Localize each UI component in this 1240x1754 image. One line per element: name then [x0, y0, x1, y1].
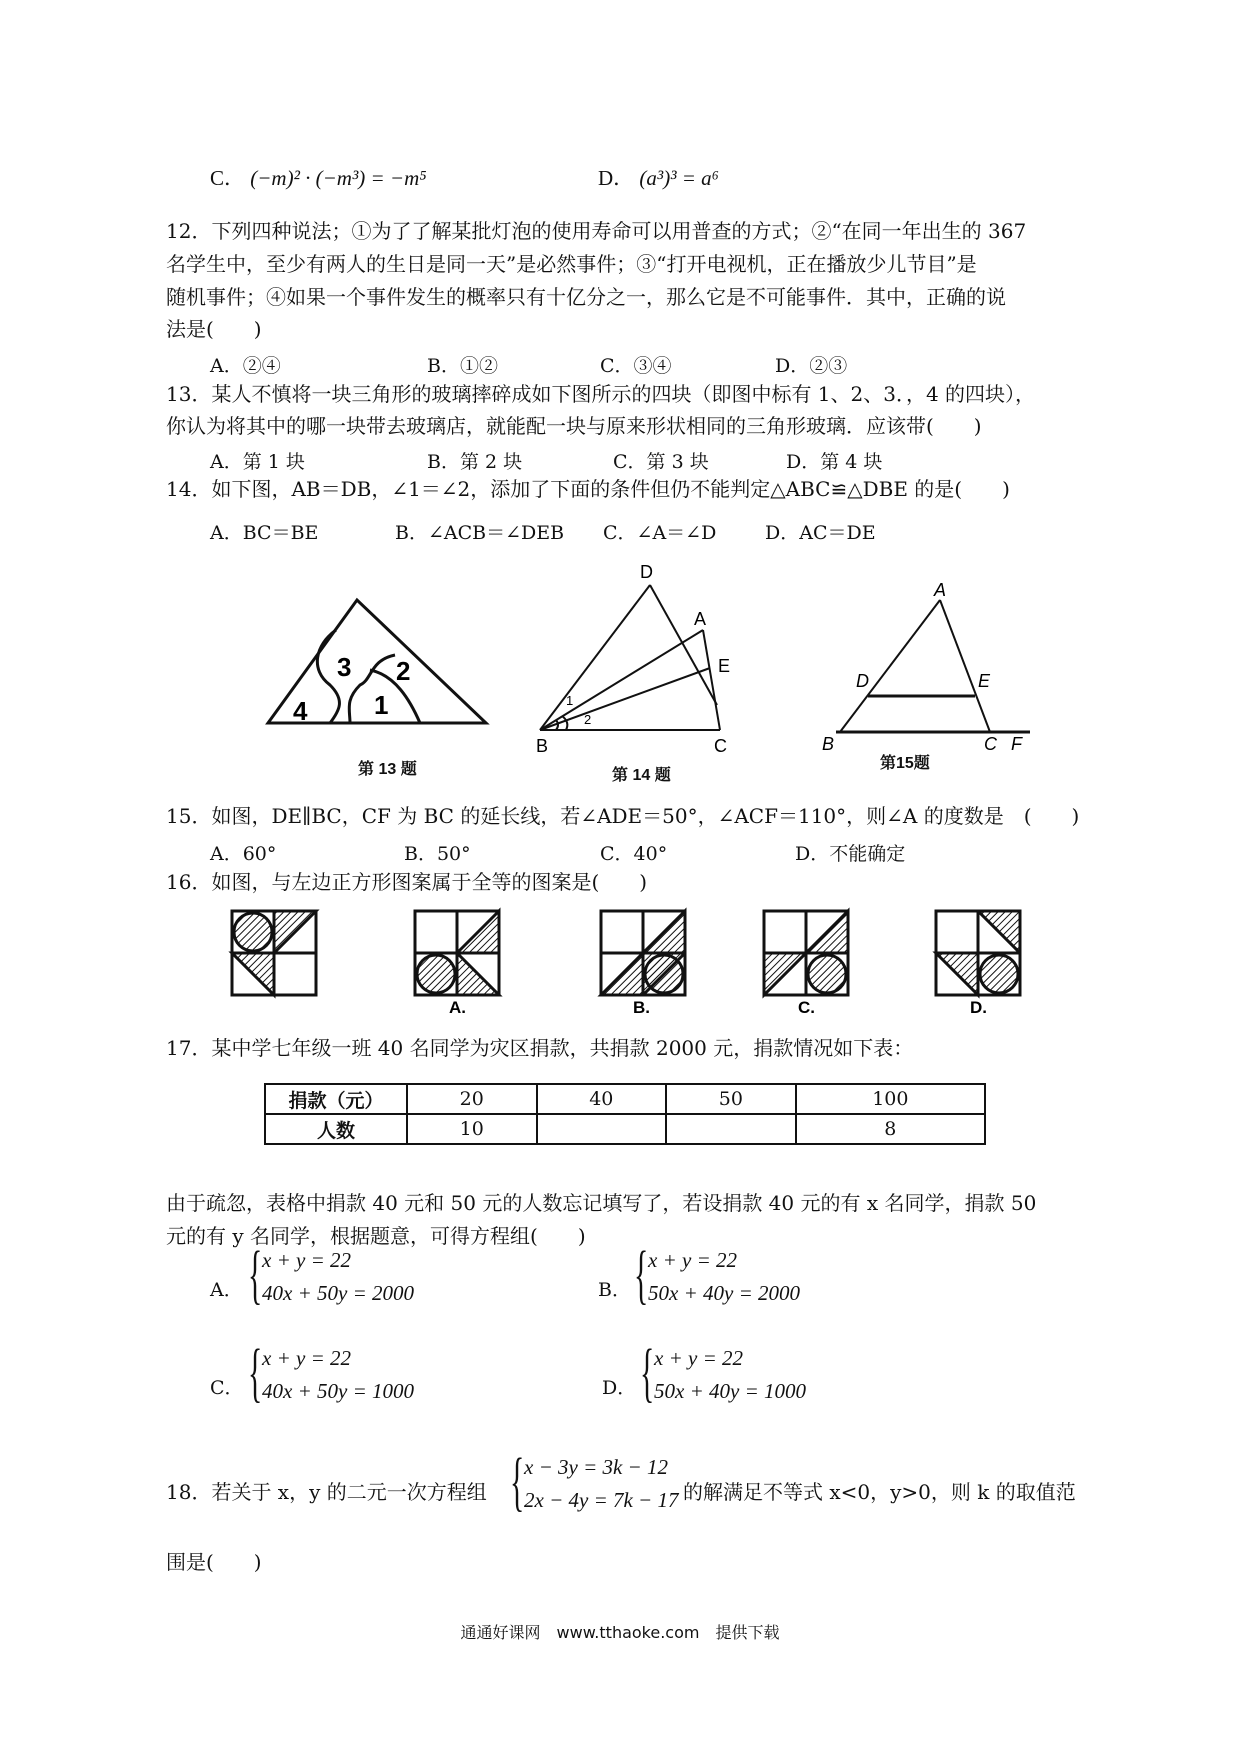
q18-suffix: 的解满足不等式 x<0，y>0，则 k 的取值范: [683, 1480, 1076, 1504]
q13-option-d: D．第 4 块: [786, 451, 883, 473]
q14-option-d: D．AC＝DE: [765, 522, 876, 544]
fig15-label-b: B: [822, 734, 835, 754]
q14-option-a: A．BC＝BE: [210, 522, 319, 544]
q11-option-d-expr: (a³)³ = a⁶: [639, 166, 719, 190]
q12-line-2: 名学生中，至少有两人的生日是同一天”是必然事件；③“打开电视机，正在播放少儿节目”是: [166, 252, 977, 276]
q17-option-d-eq1: x + y = 22: [654, 1346, 743, 1370]
fig14-label-b: B: [536, 736, 549, 756]
table-cell: 8: [796, 1114, 985, 1144]
figures-row: [0, 560, 1240, 790]
fig14-label-c: C: [714, 736, 727, 756]
q12-option-c: C．③④: [600, 355, 672, 377]
fig15-triangle: [836, 600, 1030, 732]
brace-icon: {: [634, 1238, 649, 1311]
q17-line-3: 元的有 y 名同学，根据题意，可得方程组( ): [166, 1224, 586, 1248]
q16-pattern-a: [415, 911, 499, 995]
fig15-label-d: D: [856, 671, 869, 691]
table-cell: 人数: [265, 1114, 407, 1144]
fig13-caption: 第 13 题: [358, 761, 417, 778]
q17-option-d-eq2: 50x + 40y = 1000: [654, 1379, 806, 1403]
q12-option-b: B．①②: [427, 355, 498, 377]
q12-option-d: D．②③: [775, 355, 848, 377]
fig15-label-e: E: [978, 671, 991, 691]
q16-pattern-d: [936, 911, 1020, 995]
q13-line-1: 13．某人不慎将一块三角形的玻璃摔碎成如下图所示的四块（即图中标有 1、2、3．，4 的四块），: [166, 382, 1036, 406]
brace-icon: {: [248, 1238, 263, 1311]
q14-option-b: B．∠ACB＝∠DEB: [395, 522, 565, 544]
q17-option-b-label: B．: [598, 1279, 631, 1301]
fig14-label-d: D: [640, 562, 653, 582]
table-cell: 100: [796, 1084, 985, 1114]
fig15-label-a: A: [934, 580, 947, 600]
q17-option-c-eq2: 40x + 50y = 1000: [262, 1379, 414, 1403]
fig15-caption: 第15题: [880, 755, 930, 772]
fig14-label-e: E: [718, 656, 731, 676]
q17-option-c-label: C．: [210, 1377, 244, 1399]
brace-icon: {: [640, 1336, 655, 1409]
q16-pattern-b: [601, 911, 685, 995]
q16-label-d: D.: [970, 998, 987, 1015]
table-cell: 捐款（元）: [265, 1084, 407, 1114]
q16-label-b: B.: [633, 998, 650, 1015]
q16-line-1: 16．如图，与左边正方形图案属于全等的图案是( ): [166, 870, 648, 894]
table-cell: [666, 1114, 796, 1144]
q17-option-d-label: D．: [602, 1377, 637, 1399]
q17-line-1: 17．某中学七年级一班 40 名同学为灾区捐款，共捐款 2000 元，捐款情况如下表：: [166, 1036, 914, 1060]
q14-line-1: 14．如下图，AB＝DB，∠1＝∠2，添加了下面的条件但仍不能判定△ABC≌△DBE 的是( ): [166, 477, 1010, 501]
q16-original-pattern: [232, 911, 316, 995]
q13-line-2: 你认为将其中的哪一块带去玻璃店，就能配一块与原来形状相同的三角形玻璃．应该带( ): [166, 414, 982, 438]
brace-icon: {: [248, 1336, 263, 1409]
q17-donation-table: [264, 1083, 986, 1145]
q13-option-a: A．第 1 块: [210, 451, 305, 473]
table-row: [265, 1084, 985, 1114]
fig13-label-2: 2: [396, 656, 411, 686]
q15-option-d: D．不能确定: [795, 843, 906, 865]
q15-option-a: A．60°: [210, 843, 277, 865]
q16-label-a: A.: [449, 998, 466, 1015]
fig14-triangles: [540, 585, 720, 730]
q18-prefix: 18．若关于 x，y 的二元一次方程组: [166, 1480, 487, 1504]
table-row: [265, 1114, 985, 1144]
fig13-label-4: 4: [293, 696, 308, 726]
fig14-label-1: 1: [566, 693, 574, 708]
q15-option-c: C．40°: [600, 843, 668, 865]
q17-option-b-eq1: x + y = 22: [648, 1248, 737, 1272]
q12-line-4: 法是( ): [166, 317, 262, 341]
fig14-label-a: A: [694, 609, 707, 629]
q14-option-c: C．∠A＝∠D: [603, 522, 717, 544]
q11-option-c: [210, 168, 427, 189]
brace-icon: {: [510, 1445, 525, 1518]
table-cell: 10: [407, 1114, 537, 1144]
q17-option-b-eq2: 50x + 40y = 2000: [648, 1281, 800, 1305]
fig13-label-1: 1: [374, 690, 389, 720]
q12-line-1: 12．下列四种说法；①为了了解某批灯泡的使用寿命可以用普查的方式；②“在同一年出生的 367: [166, 219, 1027, 243]
q17-option-a-label: A．: [210, 1279, 243, 1301]
q11-option-d-label: D．: [598, 166, 635, 190]
q13-option-b: B．第 2 块: [427, 451, 523, 473]
q12-option-a: A．②④: [210, 355, 281, 377]
fig14-label-2: 2: [584, 712, 592, 727]
fig15-label-c: C: [984, 734, 997, 754]
q17-option-a-eq1: x + y = 22: [262, 1248, 351, 1272]
q16-patterns: [0, 905, 1240, 1015]
q17-option-a-eq2: 40x + 50y = 2000: [262, 1281, 414, 1305]
q15-line-1: 15．如图，DE∥BC，CF 为 BC 的延长线，若∠ADE＝50°，∠ACF＝110°，则∠A 的度数是 ( ): [166, 804, 1080, 828]
q18-eq2: 2x − 4y = 7k − 17: [524, 1488, 679, 1512]
fig15-label-f: F: [1011, 734, 1022, 754]
q17-option-c-eq1: x + y = 22: [262, 1346, 351, 1370]
q11-option-c-label: C．: [210, 166, 246, 190]
table-cell: [537, 1114, 667, 1144]
q18-line-2: 围是( ): [166, 1550, 262, 1574]
q11-option-c-expr: (−m)² · (−m³) = −m⁵: [250, 166, 427, 190]
q12-line-3: 随机事件；④如果一个事件发生的概率只有十亿分之一，那么它是不可能事件．其中，正确的说: [166, 285, 1006, 309]
q15-option-b: B．50°: [404, 843, 471, 865]
table-cell: 20: [407, 1084, 537, 1114]
fig14-caption: 第 14 题: [612, 767, 671, 784]
table-cell: 50: [666, 1084, 796, 1114]
q16-label-c: C.: [798, 998, 815, 1015]
q18-eq1: x − 3y = 3k − 12: [524, 1455, 668, 1479]
q13-option-c: C．第 3 块: [613, 451, 709, 473]
page-footer: 通通好课网 www.tthaoke.com 提供下载: [460, 1623, 780, 1642]
fig13-label-3: 3: [337, 652, 352, 682]
q17-line-2: 由于疏忽，表格中捐款 40 元和 50 元的人数忘记填写了，若设捐款 40 元的有 x 名同学，捐款 50: [166, 1191, 1037, 1215]
table-cell: 40: [537, 1084, 667, 1114]
q11-option-d: [598, 168, 719, 189]
q16-pattern-c: [764, 911, 848, 995]
